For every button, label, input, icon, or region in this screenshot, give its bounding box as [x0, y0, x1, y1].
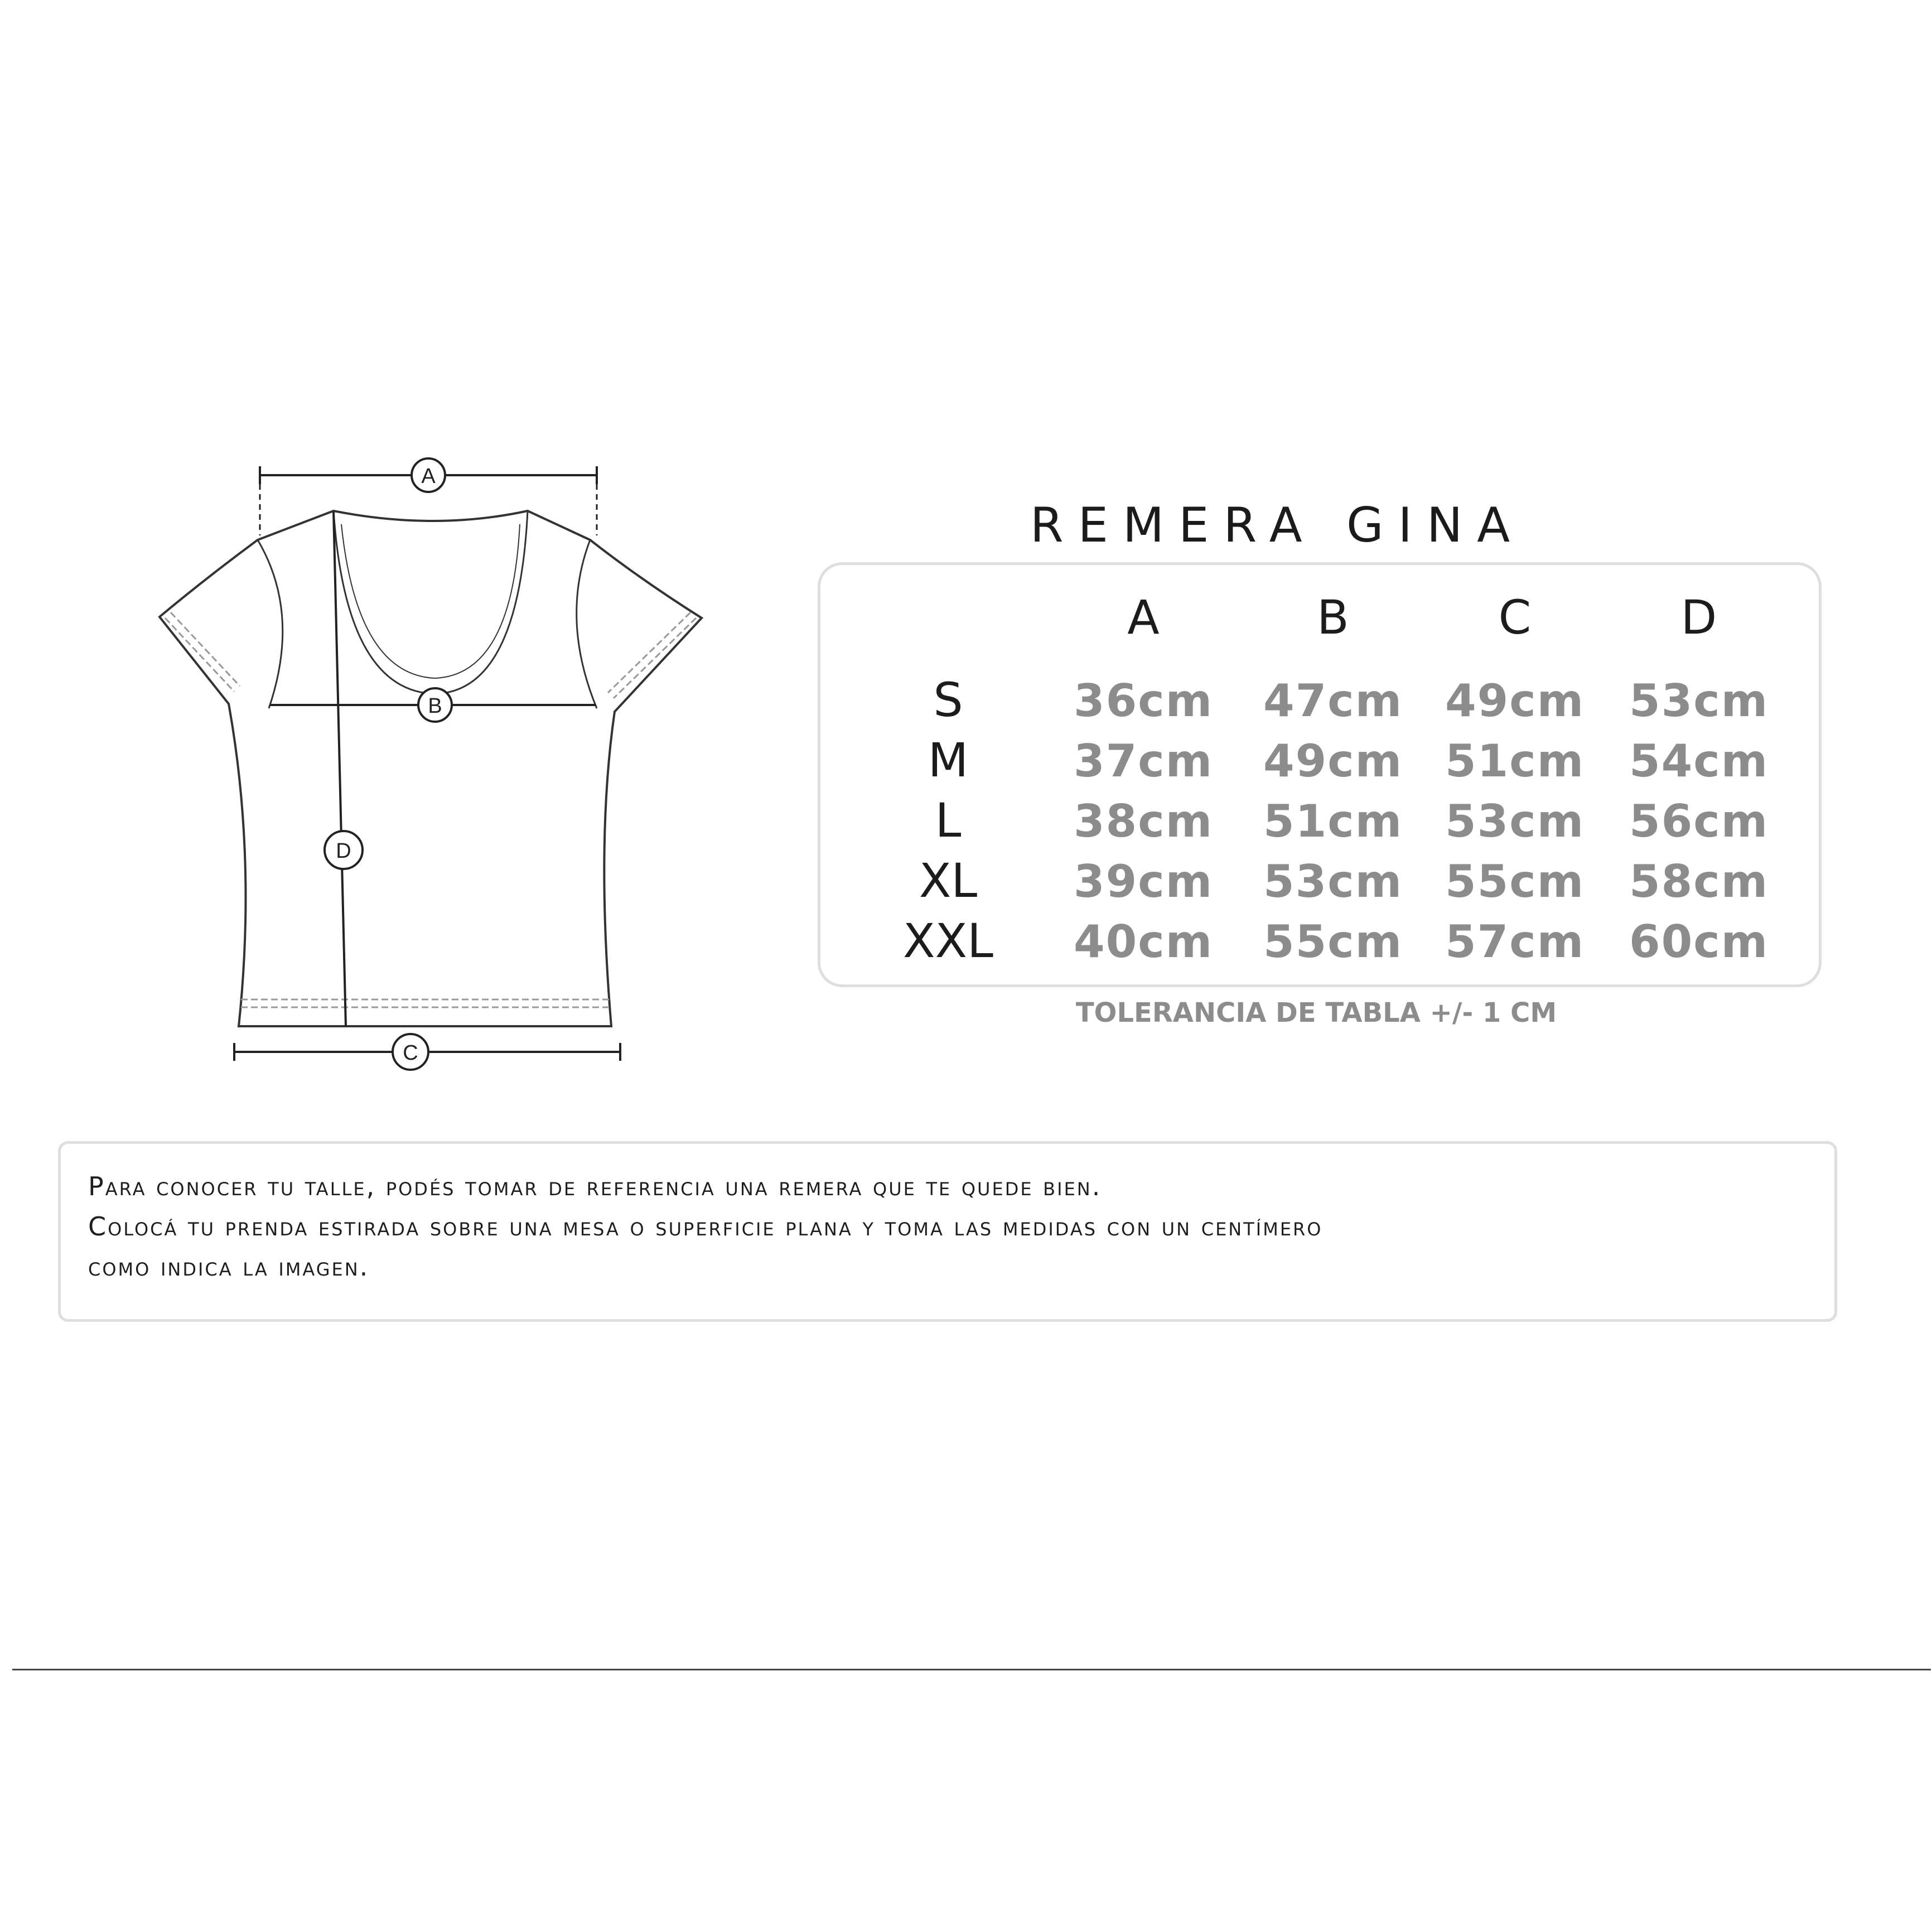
- instructions-line-2: Colocá tu prenda estirada sobre una mesa o superficie plana y toma las medidas con un centímero: [88, 1211, 1323, 1242]
- divider: [12, 1669, 1931, 1670]
- measurement-cell: 56cm: [1629, 795, 1769, 847]
- measurement-cell: 51cm: [1445, 735, 1585, 787]
- size-label: L: [935, 793, 962, 848]
- measurement-cell: 55cm: [1263, 916, 1403, 968]
- size-label: M: [928, 733, 969, 788]
- column-header-b: B: [1317, 590, 1349, 645]
- measurement-cell: 36cm: [1073, 675, 1214, 727]
- label-a: A: [421, 465, 436, 488]
- measurement-cell: 53cm: [1263, 856, 1403, 907]
- measurement-cell: 49cm: [1263, 735, 1403, 787]
- chart-title: REMERA GINA: [1030, 498, 1525, 553]
- measurement-cell: 40cm: [1073, 916, 1214, 968]
- measurement-cell: 49cm: [1445, 675, 1585, 727]
- measurement-cell: 58cm: [1629, 856, 1769, 907]
- measurement-cell: 51cm: [1263, 795, 1403, 847]
- measurement-cell: 55cm: [1445, 856, 1585, 907]
- size-label: XL: [919, 853, 978, 908]
- measurement-cell: 54cm: [1629, 735, 1769, 787]
- label-c: C: [403, 1041, 418, 1065]
- column-header-d: D: [1680, 590, 1717, 645]
- label-d: D: [336, 839, 351, 863]
- tolerance-note: TOLERANCIA DE TABLA +/- 1 CM: [1075, 997, 1557, 1028]
- measurement-cell: 53cm: [1445, 795, 1585, 847]
- tshirt-outline: [160, 511, 702, 1026]
- measurement-cell: 38cm: [1073, 795, 1214, 847]
- measurement-cell: 47cm: [1263, 675, 1403, 727]
- column-header-a: A: [1127, 590, 1160, 645]
- tshirt-measurement-diagram: [0, 0, 781, 1115]
- size-table: [818, 563, 1822, 987]
- measurement-cell: 37cm: [1073, 735, 1214, 787]
- size-label: XXL: [903, 914, 993, 968]
- size-label: S: [933, 673, 963, 727]
- measurement-cell: 60cm: [1629, 916, 1769, 968]
- instructions-line-1: Para conocer tu talle, podés tomar de referencia una remera que te quede bien.: [88, 1171, 1102, 1201]
- instructions-line-3: como indica la imagen.: [88, 1252, 370, 1282]
- label-b: B: [428, 694, 442, 718]
- measurement-cell: 57cm: [1445, 916, 1585, 968]
- measurement-cell: 53cm: [1629, 675, 1769, 727]
- measurement-cell: 39cm: [1073, 856, 1214, 907]
- column-header-c: C: [1498, 590, 1532, 645]
